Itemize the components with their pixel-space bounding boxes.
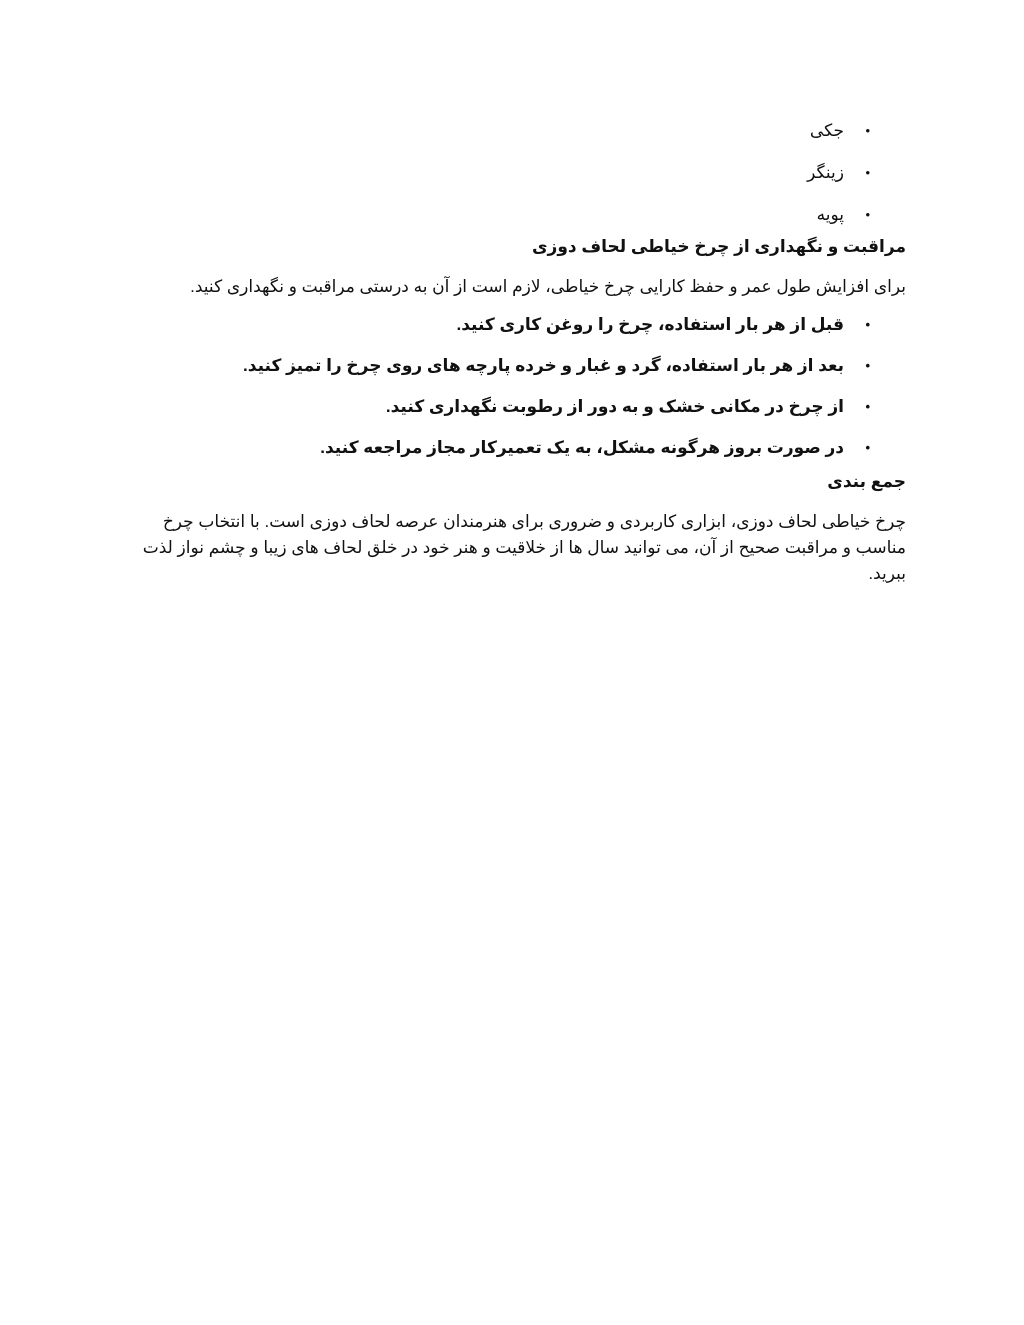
bullet-icon: • xyxy=(865,165,870,180)
brand-name: زینگر xyxy=(807,163,844,182)
care-heading: مراقبت و نگهداری از چرخ خیاطی لحاف دوزی xyxy=(531,237,906,256)
list-item xyxy=(136,312,906,338)
conclusion-text: چرخ خیاطی لحاف دوزی، ابزاری کاربردی و ضروری برای هنرمندان عرصه لحاف دوزی است. با انتخاب چرخ مناسب و مراقبت صحیح از آن، می توانید سال ها از خلاقیت و هنر خود در خلق لحاف های زیبا و چشم نواز لذت ببرید. xyxy=(142,512,906,583)
brand-list xyxy=(136,118,906,228)
brand-name: جکی xyxy=(809,121,844,140)
list-item xyxy=(136,353,906,379)
bullet-icon: • xyxy=(865,317,870,332)
bullet-icon: • xyxy=(865,440,870,455)
list-item xyxy=(136,202,906,228)
list-item xyxy=(136,160,906,186)
care-intro: برای افزایش طول عمر و حفظ کارایی چرخ خیاطی، لازم است از آن به درستی مراقبت و نگهداری کنید. xyxy=(190,277,906,296)
list-item xyxy=(136,394,906,420)
list-item xyxy=(136,435,906,461)
brand-name: پویه xyxy=(816,205,844,224)
list-item xyxy=(136,118,906,144)
conclusion-heading: جمع بندی xyxy=(827,472,906,491)
bullet-icon: • xyxy=(865,358,870,373)
care-tip: در صورت بروز هرگونه مشکل، به یک تعمیرکار مجاز مراجعه کنید. xyxy=(320,438,844,457)
care-tip: قبل از هر بار استفاده، چرخ را روغن کاری کنید. xyxy=(456,315,844,334)
care-tip: از چرخ در مکانی خشک و به دور از رطوبت نگهداری کنید. xyxy=(385,397,844,416)
bullet-icon: • xyxy=(865,207,870,222)
document-content xyxy=(136,118,906,599)
bullet-icon: • xyxy=(865,399,870,414)
bullet-icon: • xyxy=(865,123,870,138)
care-tips-list xyxy=(136,312,906,461)
care-tip: بعد از هر بار استفاده، گرد و غبار و خرده پارچه های روی چرخ را تمیز کنید. xyxy=(243,356,844,375)
